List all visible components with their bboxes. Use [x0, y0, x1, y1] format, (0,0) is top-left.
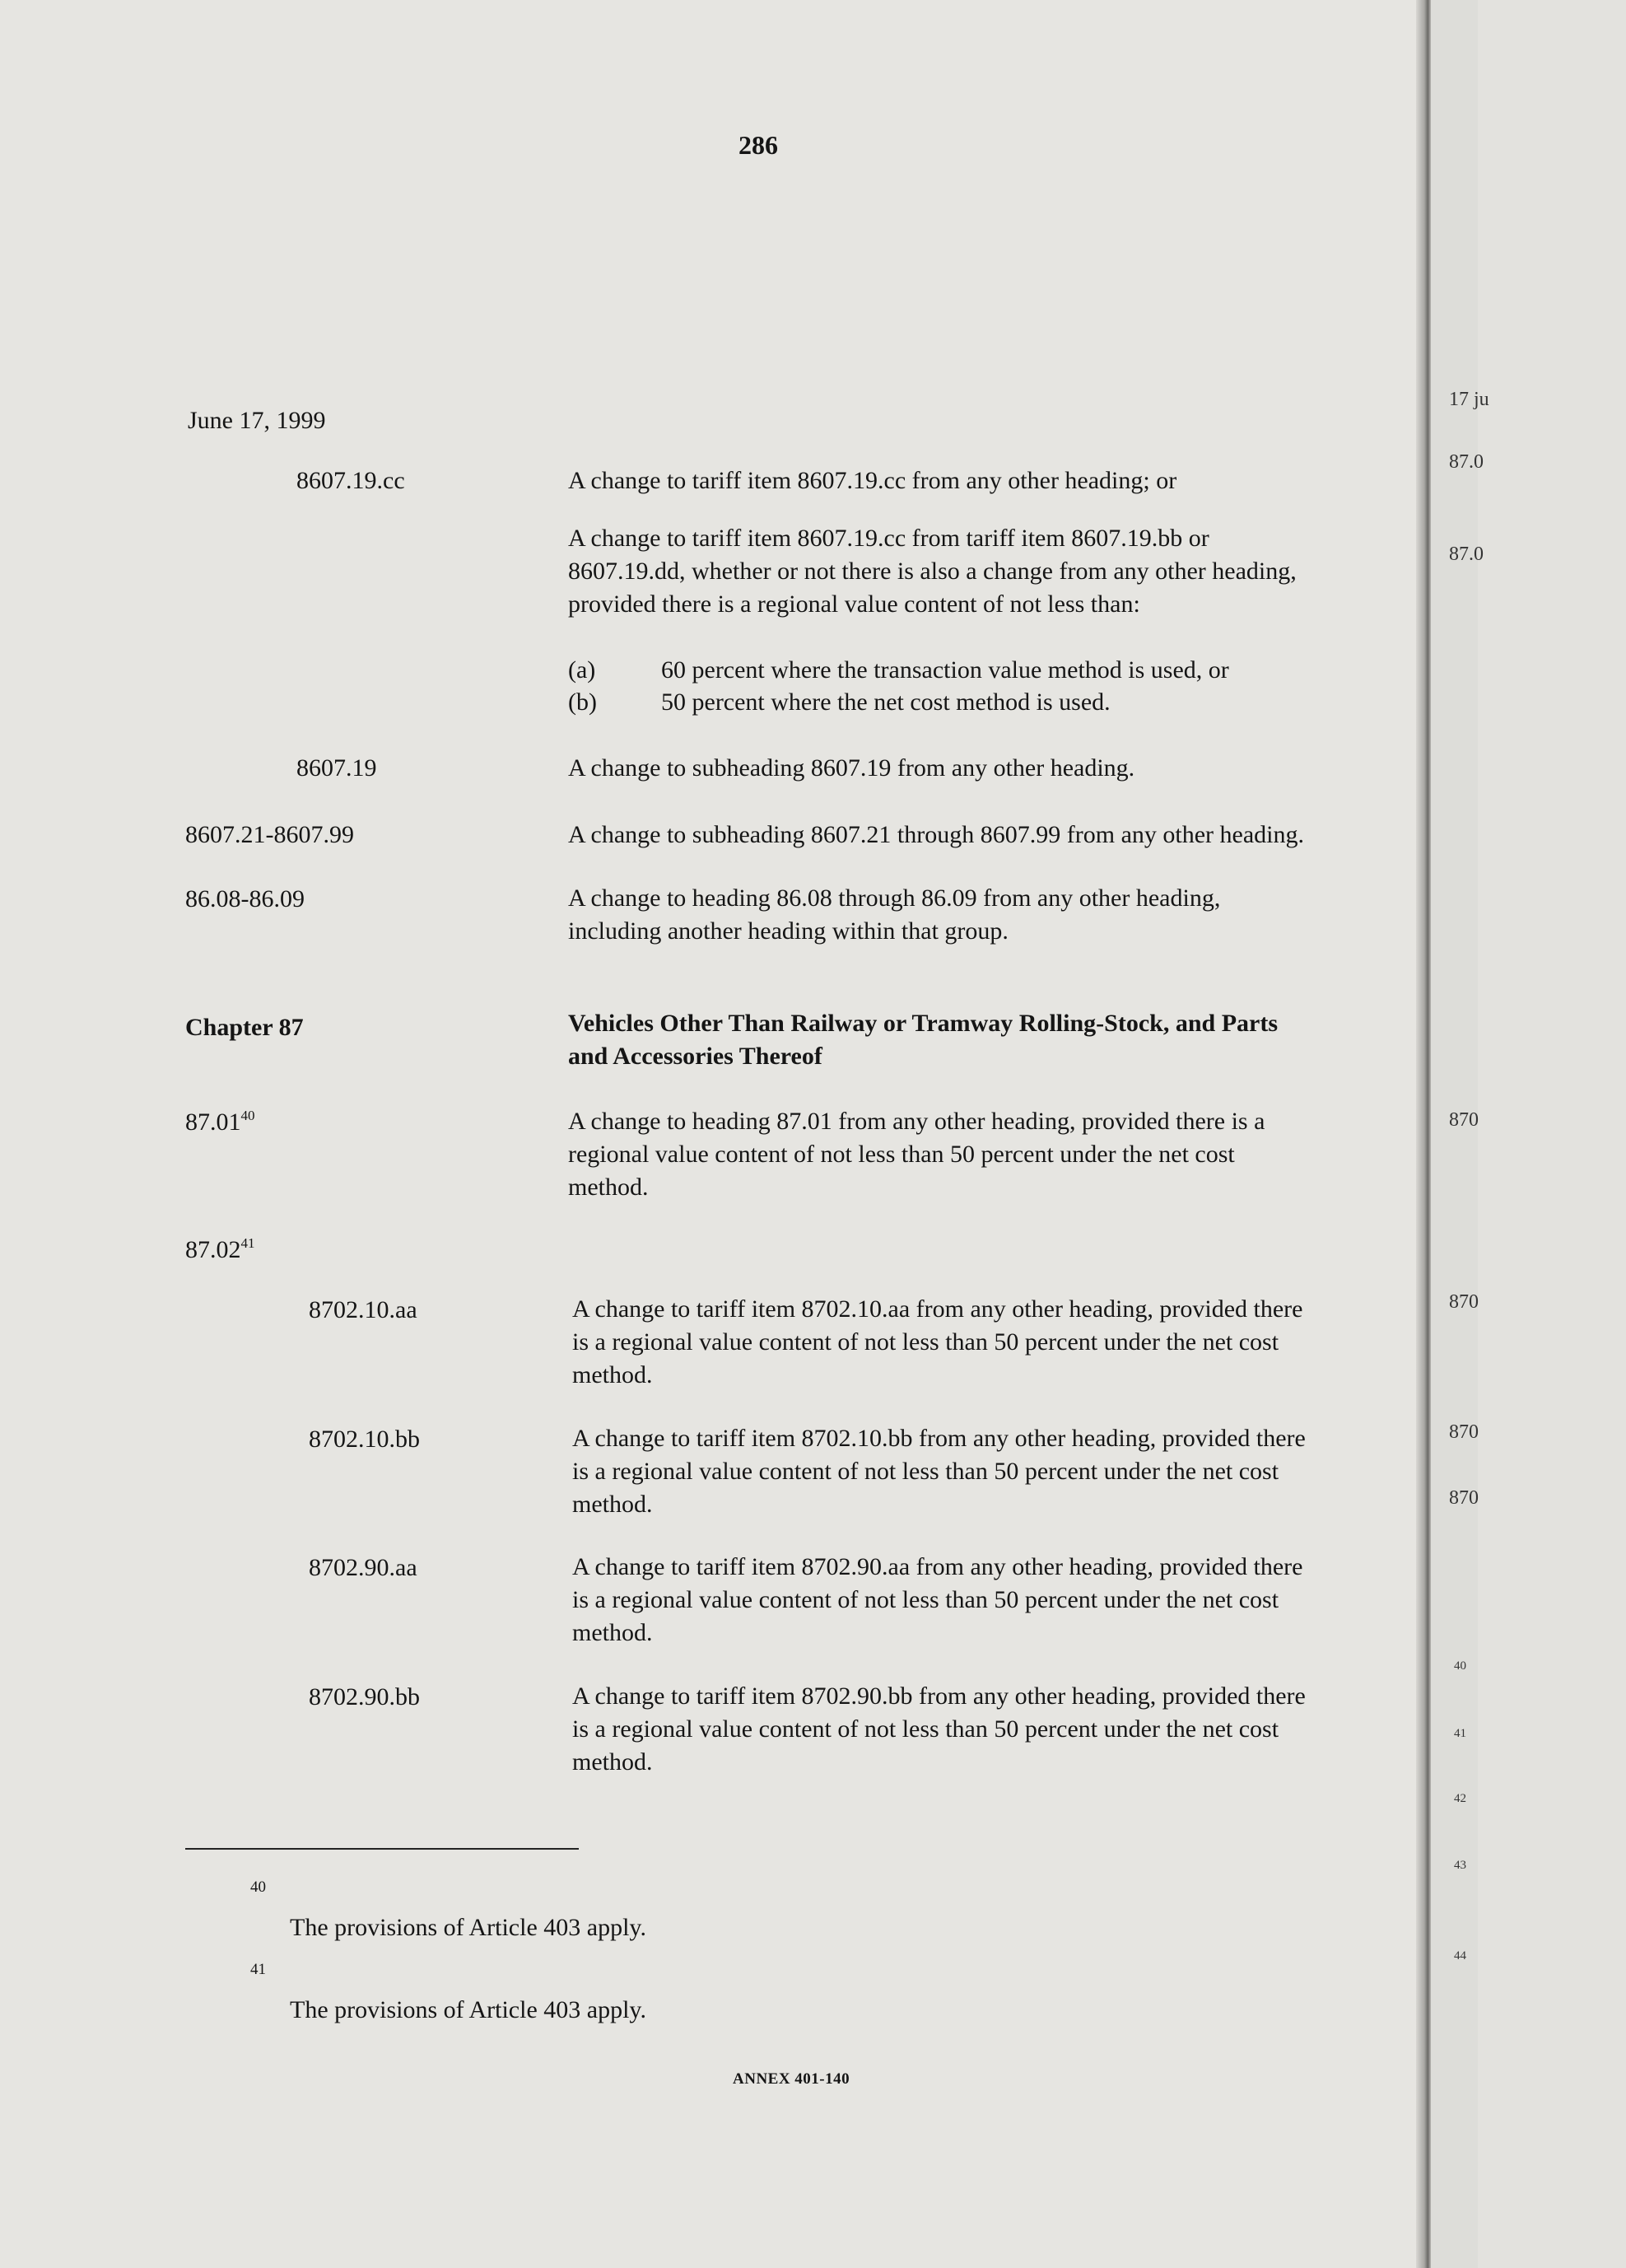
edge-footnote-number: 40: [1454, 1659, 1466, 1673]
book-gutter: [1416, 0, 1431, 2268]
tariff-code: 8702.10.bb: [309, 1426, 420, 1453]
edge-label: 870: [1449, 1487, 1479, 1509]
chapter-title-line: Vehicles Other Than Railway or Tramway Rolling-Stock, and Parts: [568, 1010, 1279, 1037]
edge-footnote-number: 41: [1454, 1727, 1466, 1740]
rule-line: method.: [572, 1491, 653, 1518]
footnote-marker: 40: [240, 1108, 255, 1123]
list-item-text: 50 percent where the net cost method is used.: [661, 688, 1111, 716]
edge-footnote-number: 43: [1454, 1859, 1466, 1872]
rule-line: A change to heading 86.08 through 86.09 from any other heading,: [568, 884, 1221, 912]
edge-label: 87.0: [1449, 451, 1484, 473]
edge-label: 870: [1449, 1421, 1479, 1443]
rule-line: method.: [572, 1748, 653, 1776]
list-item-label: (b): [568, 688, 597, 716]
footnote-marker: 41: [240, 1235, 255, 1251]
edge-label: 870: [1449, 1109, 1479, 1131]
rule-line: A change to tariff item 8702.90.bb from any other heading, provided there: [572, 1682, 1306, 1710]
document-date: June 17, 1999: [188, 407, 326, 434]
tariff-code: 8607.19.cc: [296, 467, 405, 494]
footnote-separator: [185, 1848, 579, 1850]
tariff-code-text: 87.01: [185, 1108, 241, 1136]
rule-text: A change to subheading 8607.19 from any other heading.: [568, 754, 1135, 782]
tariff-code: 8702.10.aa: [309, 1296, 417, 1323]
rule-line: is a regional value content of not less than 50 percent under the net cost: [572, 1328, 1279, 1356]
tariff-code: 8702.90.aa: [309, 1554, 417, 1581]
footnote-text: The provisions of Article 403 apply.: [290, 1914, 646, 1941]
tariff-code: 86.08-86.09: [185, 885, 305, 912]
adjacent-page-edge: [1431, 0, 1489, 2268]
tariff-code: 8607.19: [296, 754, 377, 782]
edge-label: 87.0: [1449, 544, 1484, 565]
rule-line: is a regional value content of not less than 50 percent under the net cost: [572, 1715, 1279, 1743]
page-number: 286: [738, 130, 778, 160]
annex-label: ANNEX 401-140: [733, 2070, 850, 2088]
rule-line: A change to tariff item 8702.10.bb from any other heading, provided there: [572, 1425, 1306, 1452]
edge-footnote-number: 42: [1454, 1792, 1466, 1805]
footnote-number: 40: [250, 1878, 266, 1896]
footnote-text: The provisions of Article 403 apply.: [290, 1996, 646, 2023]
rule-line: regional value content of not less than 50 percent under the net cost: [568, 1141, 1235, 1168]
rule-line: A change to tariff item 8702.10.aa from any other heading, provided there: [572, 1295, 1303, 1323]
edge-label: 870: [1449, 1291, 1479, 1313]
list-item-label: (a): [568, 656, 596, 684]
rule-line: method.: [568, 1174, 649, 1201]
rule-line: method.: [572, 1361, 653, 1388]
rule-line: including another heading within that group.: [568, 917, 1009, 945]
chapter-heading: Chapter 87: [185, 1014, 304, 1041]
rule-text: A change to subheading 8607.21 through 8607.99 from any other heading.: [568, 821, 1304, 848]
tariff-code: [185, 1233, 255, 1271]
rule-line: 8607.19.dd, whether or not there is also a change from any other heading,: [568, 558, 1297, 585]
edge-label: 17 ju: [1449, 389, 1489, 410]
rule-line: provided there is a regional value content of not less than:: [568, 590, 1140, 618]
rule-line: is a regional value content of not less than 50 percent under the net cost: [572, 1458, 1279, 1485]
edge-footnote-number: 44: [1454, 1949, 1466, 1962]
rule-line: is a regional value content of not less than 50 percent under the net cost: [572, 1586, 1279, 1613]
tariff-code: [185, 1105, 255, 1143]
rule-line: method.: [572, 1619, 653, 1646]
tariff-code: 8607.21-8607.99: [185, 821, 354, 848]
tariff-code: 8702.90.bb: [309, 1683, 420, 1710]
footnote-number: 41: [250, 1961, 266, 1978]
chapter-title-line: and Accessories Thereof: [568, 1043, 822, 1070]
rule-line: A change to heading 87.01 from any other heading, provided there is a: [568, 1108, 1265, 1135]
rule-line: A change to tariff item 8702.90.aa from any other heading, provided there: [572, 1553, 1303, 1580]
rule-line: A change to tariff item 8607.19.cc from tariff item 8607.19.bb or: [568, 525, 1209, 552]
list-item-text: 60 percent where the transaction value method is used, or: [661, 656, 1229, 684]
rule-text: A change to tariff item 8607.19.cc from any other heading; or: [568, 467, 1177, 494]
tariff-code-text: 87.02: [185, 1236, 241, 1263]
